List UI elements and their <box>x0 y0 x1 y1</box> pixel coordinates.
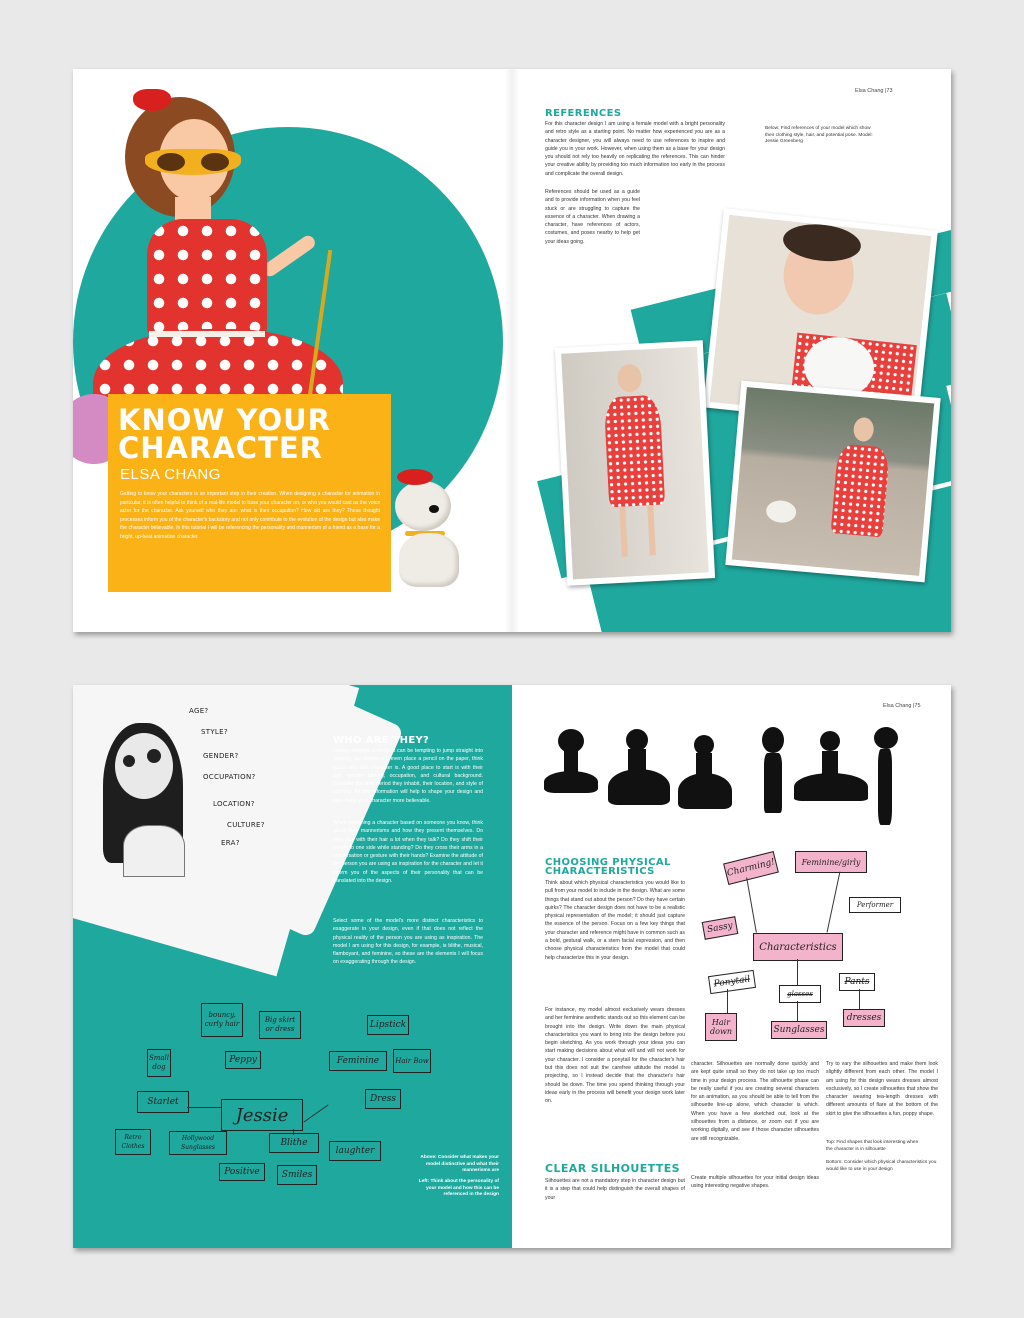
mindmap-node: Smiles <box>277 1165 317 1185</box>
reference-photo-hallway <box>555 340 715 585</box>
polka-dot-dress <box>147 219 267 339</box>
dog-bow-icon <box>397 469 433 485</box>
references-paragraph-1: For this character design I am using a female model with a bright personality and retro style as a starting point. No matter how experienced you are as a character designer, you will always need to use references to inspire and guide you in your work. However, when using them as a base for your design you should not rely too heavily on replicating the references. This can hinder your creative ability by providing too much information too early in the process and complicate the overall design. <box>545 121 725 177</box>
question-culture: CULTURE? <box>227 821 265 829</box>
mindmap-node: Big skirt or dress <box>259 1011 301 1039</box>
mindmap-node: laughter <box>329 1141 381 1161</box>
references-paragraph-2: References should be used as a guide and to provide information when you feel stuck or are struggling to capture the essence of a character. When drawing a character, have references of actors, costumes, and poses nearby to help get your ideas going. <box>545 189 640 245</box>
silhouette-lineup <box>538 725 918 825</box>
mindmap-node: Small dog <box>147 1049 171 1077</box>
mindmap-node: dresses <box>843 1009 885 1027</box>
mindmap-node: Dress <box>365 1089 401 1109</box>
mindmap-node: Charming! <box>723 851 779 885</box>
mindmap-node: Retro Clothes <box>115 1129 151 1155</box>
who-paragraph-1: Having selected a model it can be tempting to jump straight into drawing, but before you even place a pencil on the paper, think about who this character is. A good place to start is with their age, gender identity, occupation, and cultural background. Consider the time period they inhabit, their location, and style of clothing. All this information will help to shape your design and also make your character more believable. <box>333 748 483 804</box>
mindmap-node: Performer <box>849 897 901 913</box>
silhouettes-paragraph-4: Try to vary the silhouettes and make them look slightly different from each other. The model I am using for this design wears dresses almost exclusively, so I create silhouettes that show the character wearing tea-length dresses with different amounts of flare at the bottom of the skirt to give the silhouettes a fun, poppy shape. <box>826 1061 938 1117</box>
mindmap-node: glasses <box>779 985 821 1003</box>
question-age: AGE? <box>189 707 209 715</box>
mindmap-node: Pants <box>839 973 875 991</box>
mindmap-node: Positive <box>219 1163 265 1181</box>
magazine-spread-pages-74-75 <box>73 685 951 1248</box>
caption-bottom: Bottom: Consider which physical characteristics you would like to use in your design <box>826 1160 937 1172</box>
mindmap-node: Feminine <box>329 1051 387 1071</box>
thinking-girl-sketch <box>93 705 213 875</box>
hair-bow-icon <box>133 89 171 111</box>
question-era: ERA? <box>221 839 240 847</box>
dog-illustration <box>395 469 465 589</box>
page-header: Elsa Chang |73 <box>855 88 893 94</box>
mindmap-node: Lipstick <box>367 1015 409 1035</box>
section-heading-clear-silhouettes: CLEAR SILHOUETTES <box>545 1162 680 1175</box>
mindmap-center: Characteristics <box>753 933 843 961</box>
magazine-spread-pages-72-73 <box>73 69 951 632</box>
title-line-1: KNOW YOUR <box>118 403 331 437</box>
mindmap-node: Starlet <box>137 1091 189 1113</box>
mindmap-node: Blithe <box>269 1133 319 1153</box>
silhouettes-paragraph-2: character. Silhouettes are normally done quickly and are kept quite small so they do not take up too much time in your design process. The silhouette phase can be really useful if you are creating several characters for an animation, as you should be able to tell from the silhouette line-up alone, which character is which. When you have a few sketched out, look at the silhouettes from a distance, or zoom out if you are working digitally, and see if those character silhouettes are still recognizable. <box>691 1061 819 1142</box>
gutter <box>505 69 519 632</box>
question-style: STYLE? <box>201 728 228 736</box>
mindmap-node: Ponytail <box>708 970 756 994</box>
mindmap-node: Hair down <box>705 1013 737 1041</box>
page-header: Elsa Chang |75 <box>883 703 921 709</box>
title-line-2: CHARACTER <box>118 431 323 465</box>
section-heading-choosing-2: CHARACTERISTICS <box>545 866 655 877</box>
caption-left: Left: Think about the personality of your model and how this can be referenced in the design <box>418 1179 499 1197</box>
characteristics-mindmap <box>683 835 943 1045</box>
title-box <box>108 394 391 592</box>
jessie-mindmap <box>121 995 433 1195</box>
intro-paragraph: Getting to know your characters is an important step in their creation. When designing a character for animation in particular, it is often helpful to think of a real-life model to base your character on, or who you would cast as the voice actor for the character. Ask yourself who they are: what is their occupation? How old are they? These thought processes inform you of the character's backstory and not only contribute to the evolution of the design but also make the character believable. In this tutorial I will be referencing the personality and mannerism of a friend as a base for a bright, up-beat animation character. <box>120 491 380 540</box>
reference-photo-outdoor <box>725 381 940 583</box>
mindmap-node: Hollywood Sunglasses <box>169 1131 227 1155</box>
question-occupation: OCCUPATION? <box>203 773 256 781</box>
mindmap-node: Sassy <box>702 916 739 940</box>
caption-top: Top: Find shapes that look interesting when the character is in silhouette <box>826 1140 919 1152</box>
silhouettes-paragraph-1: Silhouettes are not a mandatory step in character design but it is a step that could help distinguish the overall shapes of your <box>545 1178 685 1201</box>
choosing-paragraph-2: For instance, my model almost exclusively wears dresses and her feminine aesthetic stands out so this element can be brought into the design. Write down the main physical characteristics you want to bring into the design before you begin sketching. As you work through your ideas you can start making decisions about what will and will not work for your character. I consider a ponytail for the character's hair but this does not suit the carefree attitude the model is projecting, so I instead decide that the character's hair should be down. The time you spend thinking through your ideas early in the process will benefit your design work later on. <box>545 1007 685 1105</box>
section-heading-references: REFERENCES <box>545 108 622 119</box>
caption-above: Above: Consider what makes your model distinctive and what their mannerisms are <box>420 1155 499 1173</box>
mindmap-node: Peppy <box>225 1051 261 1069</box>
who-paragraph-3: Select some of the model's more distinct characteristics to exaggerate in your design, even if that does not reflect the physical reality of the person you are using as inspiration. The model I am using for this design, for example, is blithe, musical, flamboyant, and feminine, so these are the elements I will focus on exaggerating through the design. <box>333 918 483 966</box>
mindmap-node: bouncy, curly hair <box>201 1003 243 1037</box>
choosing-paragraph-1: Think about which physical characteristics you would like to pull from your model to include in the design. What are some things that stand out about the person? Do they have certain quirks? The character design does not have to be a realistic physical representation of the model; it should just capture the essence of the person. Focus on a few key things that your character and reference might have in common such as a bold, gestural walk, or a stern facial expression, and then choose physical characteristics from the model that could help characterize this in your design. <box>545 880 685 961</box>
question-gender: GENDER? <box>203 752 239 760</box>
question-location: LOCATION? <box>213 800 255 808</box>
mindmap-node: Sunglasses <box>771 1021 827 1039</box>
mindmap-center: Jessie <box>221 1099 303 1131</box>
mindmap-node: Feminine/girly <box>795 851 867 873</box>
section-heading-choosing-1: CHOOSING PHYSICAL <box>545 857 671 868</box>
mindmap-node: Hair Bow <box>393 1049 431 1073</box>
author-name: ELSA CHANG <box>120 466 221 483</box>
section-heading-who-are-they: WHO ARE THEY? <box>333 735 430 746</box>
silhouettes-paragraph-3: Create multiple silhouettes for your initial design ideas using interesting negative shapes. <box>691 1175 819 1190</box>
who-paragraph-2: When designing a character based on someone you know, think about their mannerisms and how they present themselves. Do they play with their hair a lot when they talk? Do they shift their weight to one side while standing? Do they cross their arms in a conversation or gesture with their hands? Examine the attitude of the person you are using as inspiration for the character and let it inform you of the aspects of their personality that can be translated into the design. <box>333 820 483 885</box>
photo-caption: Below: Find references of your model which show their clothing style, hair, and potential pose. Model: Jessie Greenberg <box>765 126 873 144</box>
